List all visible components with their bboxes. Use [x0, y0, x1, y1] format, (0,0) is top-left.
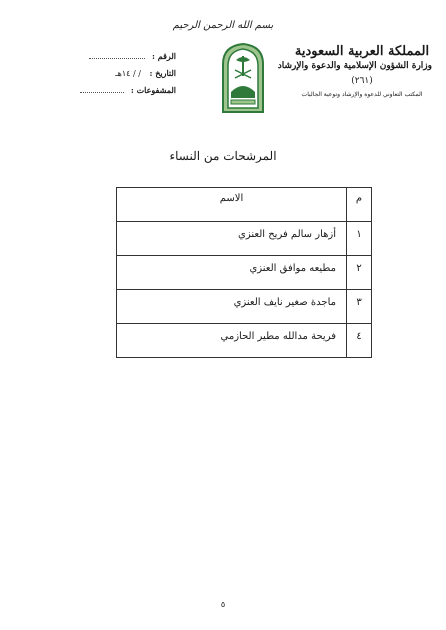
reference-field[interactable]	[89, 51, 145, 59]
office-name: المكتب التعاوني للدعوة والإرشاد وتوعية الجاليات	[301, 91, 423, 98]
reference-label: الرقم :	[152, 51, 176, 61]
attachments-label: المشفوعات :	[130, 85, 176, 95]
row-number: ٣	[347, 290, 372, 324]
candidates-table	[116, 187, 372, 358]
row-number: ٢	[347, 256, 372, 290]
column-header-number: م	[347, 188, 372, 222]
date-value: / / ١٤هـ	[115, 69, 141, 78]
row-name: ماجدة صغير نايف العنزي	[117, 290, 347, 324]
attachments-row	[46, 82, 176, 99]
reference-block	[46, 48, 176, 99]
row-number: ٤	[347, 324, 372, 358]
date-row	[46, 65, 176, 82]
page-number: ٥	[220, 600, 226, 609]
ministry-name: وزارة الشؤون الإسلامية والدعوة والإرشاد	[277, 61, 432, 71]
reference-row	[46, 48, 176, 65]
date-label: التاريخ :	[149, 68, 176, 78]
ministry-header	[277, 44, 432, 100]
row-name: فريحة مدالله مطير الحازمي	[117, 324, 347, 358]
row-name: مطيعه موافق العنزي	[117, 256, 347, 290]
row-name: أزهار سالم فريح العنزي	[117, 222, 347, 256]
table-row	[117, 222, 372, 256]
basmala: بسم الله الرحمن الرحيم	[172, 20, 274, 31]
row-number: ١	[347, 222, 372, 256]
table-row	[117, 290, 372, 324]
column-header-name: الاسم	[117, 188, 347, 222]
table-row	[117, 324, 372, 358]
document-title: المرشحات من النساء	[169, 149, 277, 163]
table-row	[117, 256, 372, 290]
attachments-field[interactable]	[80, 85, 124, 93]
table-header-row	[117, 188, 372, 222]
ministry-emblem-icon	[219, 42, 267, 114]
office-code: (٢٦١)	[351, 76, 373, 86]
kingdom-name: المملكة العربية السعودية	[294, 44, 430, 59]
